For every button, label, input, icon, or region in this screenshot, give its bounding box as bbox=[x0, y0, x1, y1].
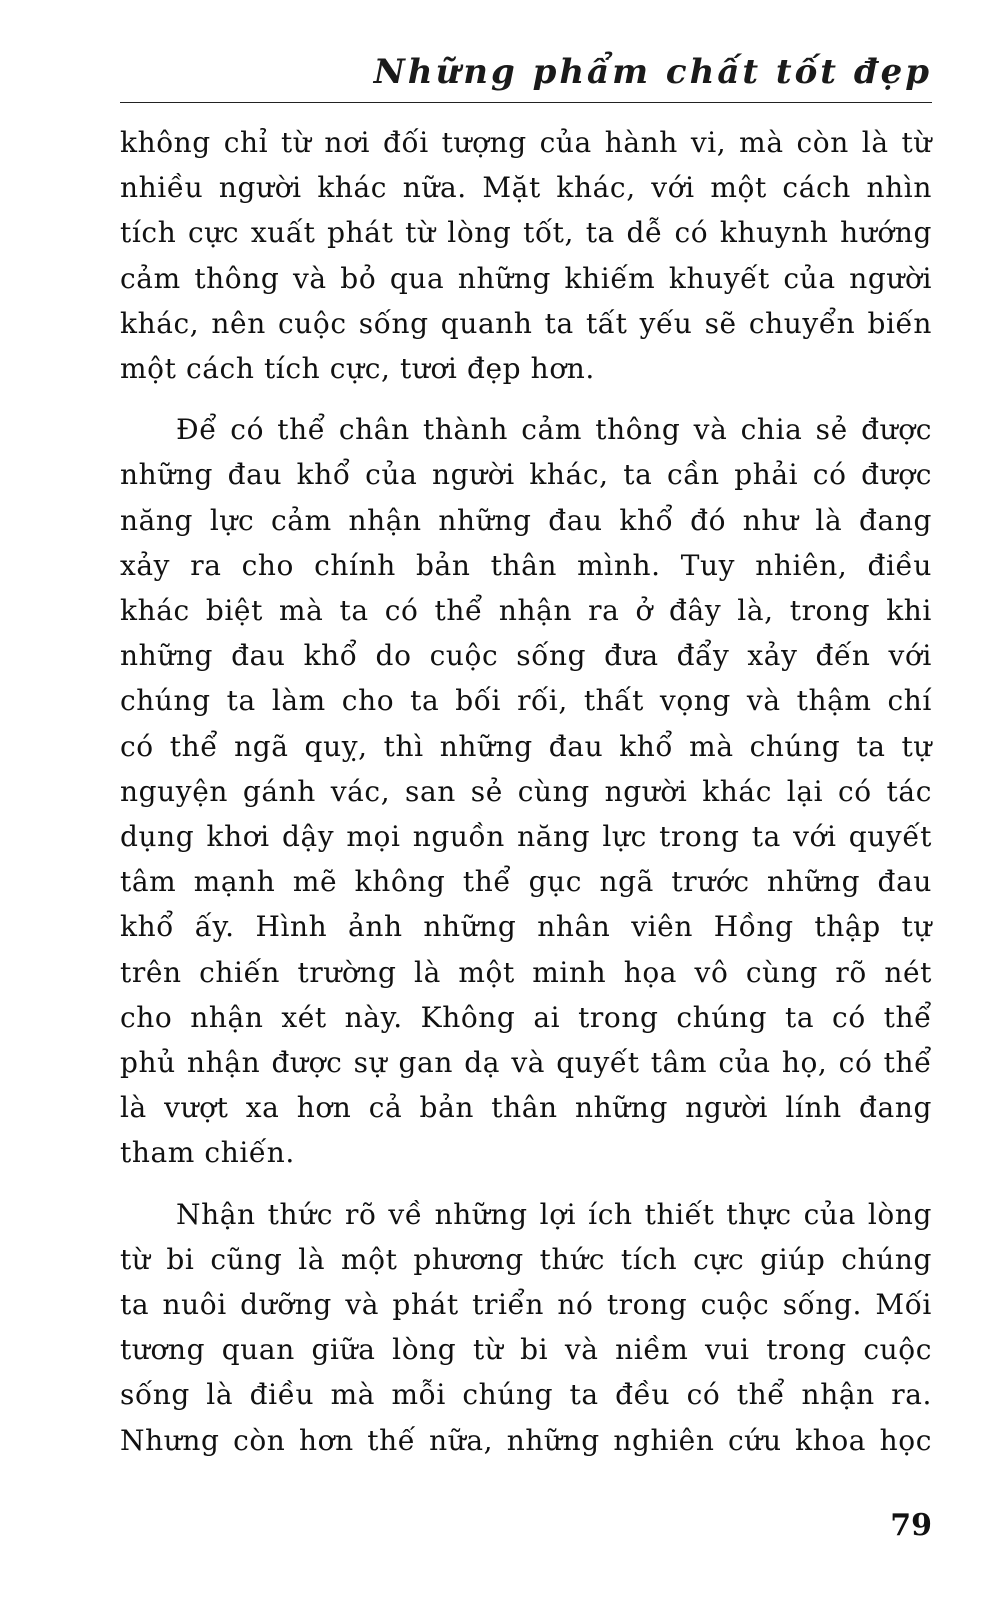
body-text bbox=[120, 120, 932, 1463]
text-line: tích cực xuất phát từ lòng tốt, ta dễ có khuynh hướng bbox=[120, 216, 932, 250]
text-line: những đau khổ do cuộc sống đưa đẩy xảy đến với bbox=[120, 639, 932, 673]
header-rule bbox=[120, 102, 932, 103]
paragraph bbox=[120, 407, 932, 1175]
paragraph bbox=[120, 120, 932, 391]
page-number: 79 bbox=[890, 1508, 932, 1543]
text-line: Nhận thức rõ về những lợi ích thiết thực của lòng bbox=[176, 1197, 932, 1231]
text-line: phủ nhận được sự gan dạ và quyết tâm của họ, có thể bbox=[120, 1046, 932, 1080]
text-line: những đau khổ của người khác, ta cần phải có được bbox=[120, 458, 932, 492]
text-line: cho nhận xét này. Không ai trong chúng ta có thể bbox=[120, 1000, 932, 1034]
text-line: không chỉ từ nơi đối tượng của hành vi, mà còn là từ bbox=[120, 126, 932, 159]
text-line: Để có thể chân thành cảm thông và chia sẻ được bbox=[176, 413, 932, 447]
text-line: chúng ta làm cho ta bối rối, thất vọng và thậm chí bbox=[120, 684, 932, 718]
text-line: khổ ấy. Hình ảnh những nhân viên Hồng thập tự bbox=[120, 910, 932, 944]
text-line: khác, nên cuộc sống quanh ta tất yếu sẽ chuyển biến bbox=[120, 306, 932, 340]
text-line: là vượt xa hơn cả bản thân những người lính đang bbox=[120, 1091, 932, 1125]
text-line: nhiều người khác nữa. Mặt khác, với một cách nhìn bbox=[120, 171, 932, 205]
text-line: Nhưng còn hơn thế nữa, những nghiên cứu khoa học bbox=[120, 1423, 932, 1457]
text-line: tham chiến. bbox=[120, 1136, 295, 1170]
text-line: cảm thông và bỏ qua những khiếm khuyết của người bbox=[120, 261, 932, 295]
text-line: có thể ngã quỵ, thì những đau khổ mà chúng ta tự bbox=[120, 729, 932, 763]
text-line: tương quan giữa lòng từ bi và niềm vui trong cuộc bbox=[120, 1333, 932, 1367]
text-line: sống là điều mà mỗi chúng ta đều có thể nhận ra. bbox=[120, 1378, 932, 1412]
text-line: ta nuôi dưỡng và phát triển nó trong cuộc sống. Mối bbox=[120, 1288, 932, 1322]
text-line: xảy ra cho chính bản thân mình. Tuy nhiên, điều bbox=[120, 548, 932, 582]
text-line: tâm mạnh mẽ không thể gục ngã trước những đau bbox=[120, 865, 932, 899]
running-head: Những phẩm chất tốt đẹp bbox=[373, 52, 932, 92]
text-line: trên chiến trường là một minh họa vô cùng rõ nét bbox=[120, 955, 932, 989]
paragraph bbox=[120, 1192, 932, 1463]
text-line: từ bi cũng là một phương thức tích cực giúp chúng bbox=[120, 1242, 932, 1276]
text-line: khác biệt mà ta có thể nhận ra ở đây là, trong khi bbox=[120, 594, 932, 628]
text-line: dụng khơi dậy mọi nguồn năng lực trong ta với quyết bbox=[120, 820, 932, 854]
text-line: năng lực cảm nhận những đau khổ đó như là đang bbox=[120, 503, 932, 537]
text-line: nguyện gánh vác, san sẻ cùng người khác lại có tác bbox=[120, 774, 932, 808]
text-line: một cách tích cực, tươi đẹp hơn. bbox=[120, 352, 595, 386]
